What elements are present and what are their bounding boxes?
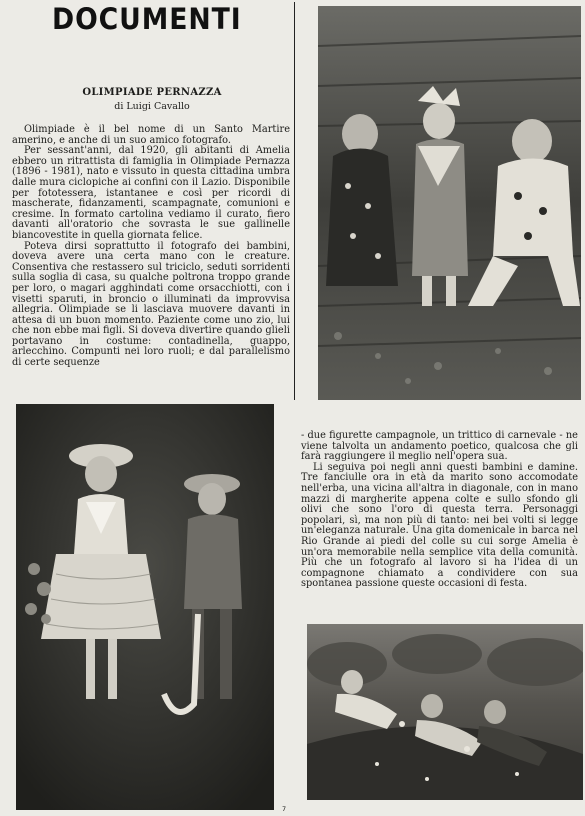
- photo-children-carnival-costumes: [318, 6, 581, 400]
- paragraph: Li seguiva poi negli anni questi bambini e damine. Tre fanciulle ora in età da marito sono accomodate nell'erba, una vicina all'altra in diagonale, con in mano mazzi di margherite appena colte e sullo sfondo gli olivi che sono l'oro di questa terra. Personaggi popolari, sì, ma non più di tanto: nei bei volti si legge un'eleganza naturale. Una gita domenicale in barca nel Rio Grande ai piedi del colle su cui sorge Amelia è un'ora memorabile nella semplice vita della comunità. Più che un fotografo al lavoro si ha l'idea di un compagnone chiamato a condividere con sua spontanea passione queste occasioni di festa.: [301, 461, 578, 590]
- paragraph: - due figurette campagnole, un trittico di carnevale - ne viene talvolta un andamento poetico, qualcosa che gli farà raggiungere il meglio nell'opera sua.: [301, 430, 578, 463]
- article-text-left-column: [12, 125, 290, 369]
- section-title: DOCUMENTI: [52, 2, 242, 36]
- page-number: 7: [282, 805, 287, 813]
- photo-two-country-children: [16, 404, 274, 810]
- article-byline: di Luigi Cavallo: [114, 101, 190, 112]
- paragraph: Poteva dirsi soprattutto il fotografo dei bambini, doveva avere una certa mano con le creature. Consentiva che restassero sul triciclo, seduti sorridenti sulla soglia di casa, su qualche poltrona troppo grande per loro, o magari agghindati come orsacchiotti, con i visetti sparuti, in broncio o illuminati da improvvisa allegria. Olimpiade se li lasciava muovere davanti in attesa di un buon momento. Paziente come uno zio, lui che non ebbe mai figli. Si doveva divertire quando glieli portavano in costume: contadinella, guappo, arlecchino. Compunti nei loro ruoli; e dal parallelismo di certe sequenze: [12, 240, 290, 369]
- paragraph: Olimpiade è il bel nome di un Santo Martire amerino, e anche di un suo amico fotografo.: [12, 124, 290, 146]
- column-divider: [294, 2, 295, 400]
- article-text-right-column: [301, 431, 578, 590]
- photo-three-women-in-grass: [307, 624, 583, 800]
- article-title: OLIMPIADE PERNAZZA: [82, 87, 222, 98]
- paragraph: Per sessant'anni, dal 1920, gli abitanti di Amelia ebbero un ritrattista di famiglia in Olimpiade Pernazza (1896 - 1981), nato e vissuto in questa cittadina umbra dalle mura ciclopiche ai confini con il Lazio. Disponibile per fototessera, istantanee e così per ricordi di mascherate, fidanzamenti, scampagnate, comunioni e cresime. In formato cartolina vediamo il curato, fiero davanti all'oratorio che sovrasta le sue gallinelle biancovestite in quella giornata felice.: [12, 145, 290, 241]
